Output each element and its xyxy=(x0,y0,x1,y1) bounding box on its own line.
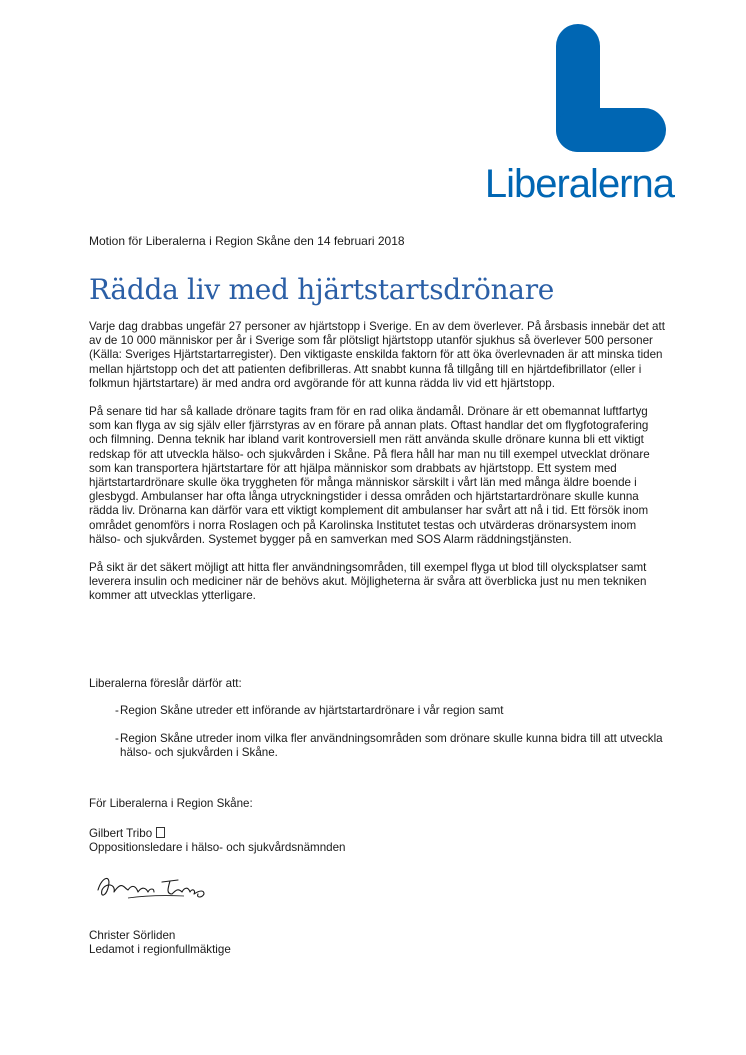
signer-block-2 xyxy=(89,929,231,957)
document-title: Rädda liv med hjärtstartsdrönare xyxy=(89,273,555,306)
signer-name: Gilbert Tribo xyxy=(89,827,346,841)
logo-wordmark: Liberalerna xyxy=(484,162,674,206)
bullet-dash: - xyxy=(115,704,119,717)
proposal-intro: Liberalerna föreslår därför att: xyxy=(89,677,242,690)
liberalerna-logo xyxy=(474,24,674,209)
missing-glyph-icon xyxy=(156,827,165,838)
logo-l-mark xyxy=(556,24,666,152)
paragraph-2: På senare tid har så kallade drönare tagits fram för en rad olika ändamål. Drönare är ett obemannat luftfartyg som kan flyga av sig själv eller fjärrstyras av en förare på annan plats. Oftast handlar det om flygfotografering och filmning. Denna teknik har ibland varit kontroversiell men rätt använda skulle drönare kunna bli ett viktigt redskap för att utveckla hälso- och sjukvården i Skåne. På flera håll har man nu till exempel utvecklat drönare som kan transportera hjärtstartare för att hjälpa människor som drabbats av hjärtstopp. Ett system med hjärtstartardrönare skulle öka tryggheten för många människor särskilt i vårt län med många äldre boende i glesbygd. Ambulanser har ofta långa utryckningstider i dessa områden och hjärtstartardrönare skulle kunna rädda liv. Drönarna kan därför vara ett viktigt komplement dit ambulanser har svårt att nå i tid. Ett försök inom området genomförs i norra Roslagen och på Karolinska Institutet testas och utvärderas drönarsystem inom hälso- och sjukvården. Systemet bygger på en samverkan med SOS Alarm räddningstjänsten. xyxy=(89,405,650,546)
paragraph-1: Varje dag drabbas ungefär 27 personer av hjärtstopp i Sverige. En av dem överlever. På årsbasis innebär det att av de 10 000 människor per år i Sverige som får plötsligt hjärtstopp utanför sjukhus så överlever 500 personer (Källa: Sveriges Hjärtstartarregister). Den viktigaste enskilda faktorn för att öka överlevnaden är att minska tiden mellan hjärtstopp och det att patienten defibrilleras. Att snabbt kunna få tillgång till en hjärtdefibrillator (eller i folkmun hjärtstartare) är med andra ord avgörande för att kunna rädda liv vid ett hjärtstopp. xyxy=(89,320,665,390)
meta-line: Motion för Liberalerna i Region Skåne den 14 februari 2018 xyxy=(89,234,405,248)
closing-line: För Liberalerna i Region Skåne: xyxy=(89,797,253,810)
proposal-text-1: Region Skåne utreder ett införande av hjärtstartardrönare i vår region samt xyxy=(120,704,504,717)
handwritten-signature xyxy=(92,868,222,908)
signer-name: Christer Sörliden xyxy=(89,929,176,942)
proposal-text-2: Region Skåne utreder inom vilka fler användningsområden som drönare skulle kunna bidra till att utveckla hälso- och sjukvården i Skåne. xyxy=(120,732,663,760)
signer-title: Ledamot i regionfullmäktige xyxy=(89,943,231,957)
proposal-list xyxy=(89,704,669,775)
body-text xyxy=(89,320,669,618)
signer-block-1 xyxy=(89,827,346,855)
list-item xyxy=(89,704,669,718)
signer-title: Oppositionsledare i hälso- och sjukvårdsnämnden xyxy=(89,841,346,855)
paragraph-3: På sikt är det säkert möjligt att hitta fler användningsområden, till exempel flyga ut blod till olycksplatser samt leverera insulin och mediciner när de behövs akut. Möjligheterna är svåra att överblicka just nu men tekniken kommer att utvecklas ytterligare. xyxy=(89,561,647,603)
bullet-dash: - xyxy=(115,732,119,746)
list-item xyxy=(89,732,669,760)
